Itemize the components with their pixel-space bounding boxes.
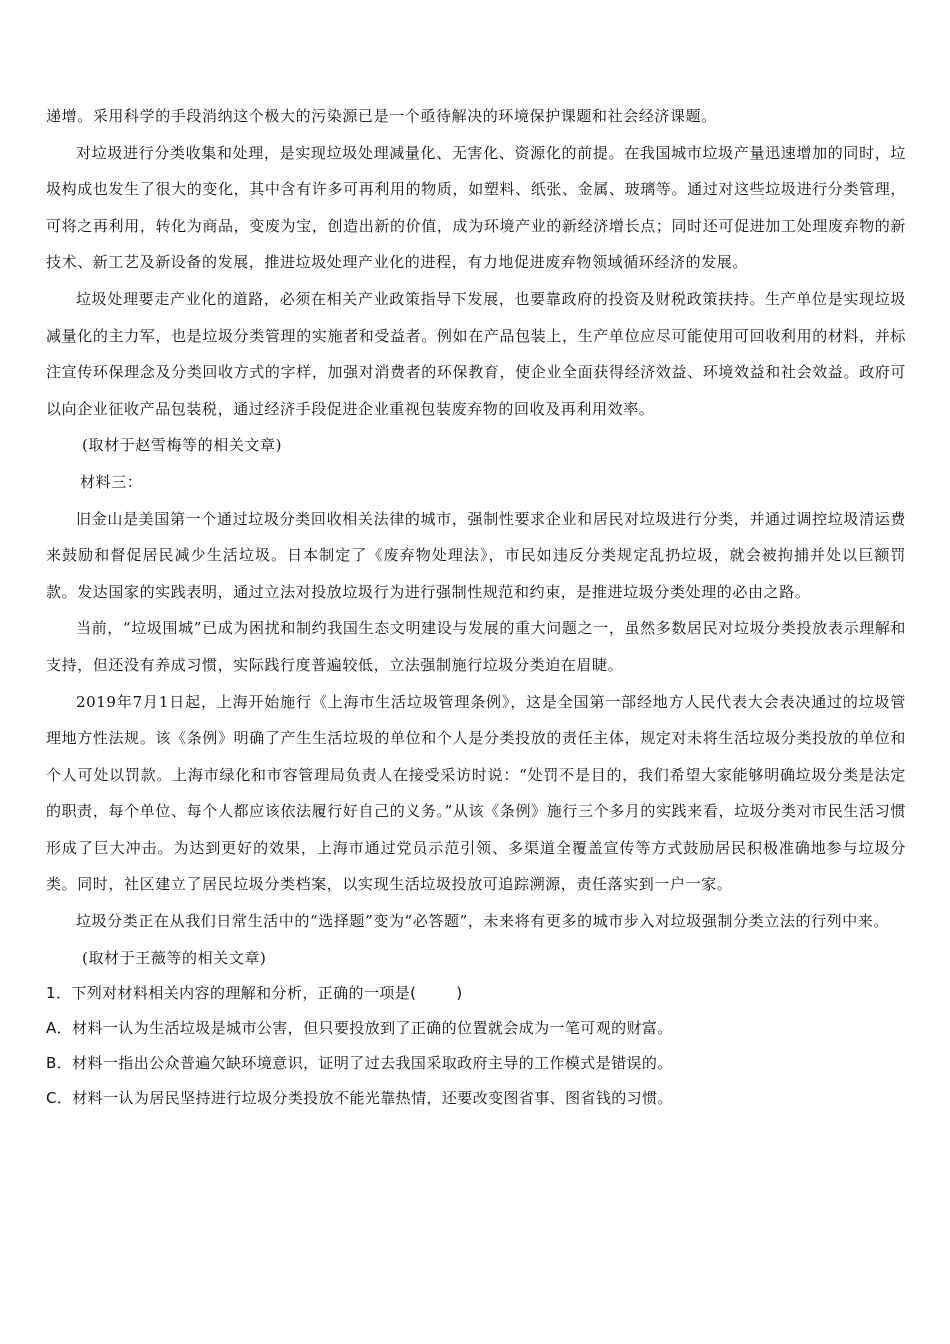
source-citation: (取材于王薇等的相关文章): [82, 948, 267, 967]
option-c: C．材料一认为居民坚持进行垃圾分类投放不能光靠热情，还要改变图省事、图省钱的习惯。: [46, 1089, 673, 1108]
paragraph: 对垃圾进行分类收集和处理，是实现垃圾处理减量化、无害化、资源化的前提。在我国城市垃圾产量迅速增加的同时，垃圾构成也发生了很大的变化，其中含有许多可再利用的物质，如塑料、纸张、金属、玻璃等。通过对这些垃圾进行分类管理，可将之再利用，转化为商品，变废为宝，创造出新的价值，成为环境产业的新经济增长点；同时还可促进加工处理废弃物的新技术、新工艺及新设备的发展，推进垃圾处理产业化的进程，有力地促进废弃物领域循环经济的发展。: [46, 143, 906, 272]
question-stem: [46, 976, 906, 1011]
material-3-heading: 材料三：: [80, 472, 143, 491]
question-stem-close: ): [456, 984, 463, 1003]
option-a: A．材料一认为生活垃圾是城市公害，但只要投放到了正确的位置就会成为一笔可观的财富。: [46, 1019, 673, 1038]
option-b: B．材料一指出公众普遍欠缺环境意识，证明了过去我国采取政府主导的工作模式是错误的。: [46, 1054, 673, 1073]
paragraph: 旧金山是美国第一个通过垃圾分类回收相关法律的城市，强制性要求企业和居民对垃圾进行分类，并通过调控垃圾清运费来鼓励和督促居民减少生活垃圾。日本制定了《废弃物处理法》，市民如违反分类规定乱扔垃圾，就会被拘捕并处以巨额罚款。发达国家的实践表明，通过立法对投放垃圾行为进行强制性规范和约束，是推进垃圾分类处理的必由之路。: [46, 509, 906, 601]
question-block: [46, 976, 906, 1116]
paragraph: 当前，“垃圾围城”已成为困扰和制约我国生态文明建设与发展的重大问题之一，虽然多数居民对垃圾分类投放表示理解和支持，但还没有养成习惯，实际践行度普遍较低，立法强制施行垃圾分类迫在眉睫。: [46, 619, 906, 674]
paragraph: 2019年7月1日起，上海开始施行《上海市生活垃圾管理条例》，这是全国第一部经地方人民代表大会表决通过的垃圾管理地方性法规。该《条例》明确了产生生活垃圾的单位和个人是分类投放的责任主体，规定对未将生活垃圾分类投放的单位和个人可处以罚款。上海市绿化和市容管理局负责人在接受采访时说：“处罚不是目的，我们希望大家能够明确垃圾分类是法定的职责，每个单位、每个人都应该依法履行好自己的义务。”从该《条例》施行三个多月的实践来看，垃圾分类对市民生活习惯形成了巨大冲击。为达到更好的效果，上海市通过党员示范引领、多渠道全覆盖宣传等方式鼓励居民积极准确地参与垃圾分类。同时，社区建立了居民垃圾分类档案，以实现生活垃圾投放可追踪溯源，责任落实到一户一家。: [46, 692, 906, 894]
source-citation: (取材于赵雪梅等的相关文章): [82, 436, 283, 455]
paragraph-continuation: 递增。采用科学的手段消纳这个极大的污染源已是一个亟待解决的环境保护课题和社会经济课题。: [46, 107, 717, 125]
question-stem-text: 1．下列对材料相关内容的理解和分析，正确的一项是(: [46, 984, 417, 1003]
paragraph: 垃圾处理要走产业化的道路，必须在相关产业政策指导下发展，也要靠政府的投资及财税政策扶持。生产单位是实现垃圾减量化的主力军，也是垃圾分类管理的实施者和受益者。例如在产品包装上，生产单位应尽可能使用可回收利用的材料，并标注宣传环保理念及分类回收方式的字样，加强对消费者的环保教育，使企业全面获得经济效益、环境效益和社会效益。政府可以向企业征收产品包装税，通过经济手段促进企业重视包装废弃物的回收及再利用效率。: [46, 289, 906, 418]
paragraph: 垃圾分类正在从我们日常生活中的“选择题”变为“必答题”，未来将有更多的城市步入对垃圾强制分类立法的行列中来。: [76, 912, 890, 931]
